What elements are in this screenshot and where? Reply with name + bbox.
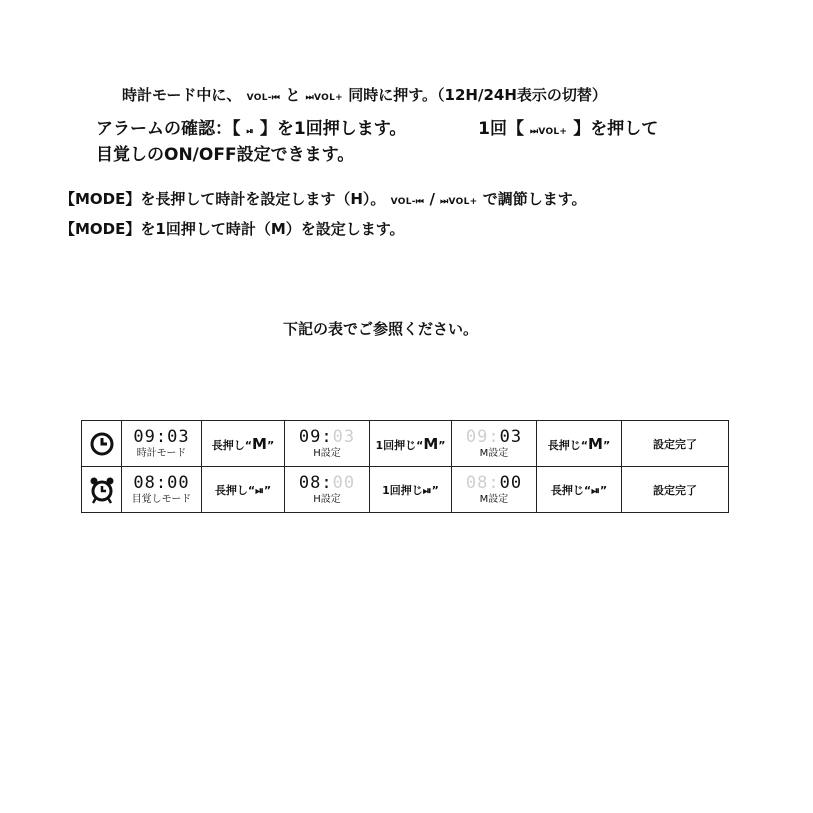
table-reference-note: 下記の表でご参照ください。 — [283, 320, 479, 338]
step-text: 長押し“ — [214, 483, 256, 497]
settings-table — [81, 420, 729, 513]
instruction-text: で調節します。 — [482, 190, 587, 208]
step-cell — [370, 467, 452, 513]
clock-icon — [89, 431, 115, 457]
instruction-alarm-onoff: 目覚しのON/OFF設定できます。 — [96, 145, 355, 165]
instruction-set-minute: 【MODE】を1回押して時計（M）を設定します。 — [60, 220, 405, 238]
instruction-text: / — [429, 190, 435, 208]
play-pause-key: ⏯ — [422, 483, 432, 497]
done-cell: 設定完了 — [622, 421, 729, 467]
vol-minus-key: VOL-⏮ — [390, 197, 425, 207]
icon-cell — [82, 421, 122, 467]
step-text: ” — [602, 438, 611, 452]
step-text: ” — [431, 483, 439, 497]
minute-setting-cell — [452, 467, 537, 513]
hour-label: H設定 — [313, 494, 341, 505]
instruction-12-24h — [122, 84, 607, 105]
vol-plus-key: ⏭VOL+ — [529, 127, 568, 137]
instruction-set-hour — [60, 188, 587, 209]
hour-setting-cell — [285, 467, 370, 513]
mode-cell — [122, 421, 202, 467]
hour-setting-cell — [285, 421, 370, 467]
step-text: 長押し“ — [211, 438, 253, 452]
step-text: 長押じ“ — [550, 483, 592, 497]
step-text: 1回押じ“ — [375, 438, 424, 452]
step-cell — [370, 421, 452, 467]
table-row — [82, 421, 729, 467]
hour-label: H設定 — [313, 448, 341, 459]
mode-time: 09:03 — [133, 427, 190, 447]
minute-label: M設定 — [479, 494, 509, 505]
mode-key: M — [588, 434, 603, 453]
step-cell — [537, 467, 622, 513]
hour-display: 08:00 — [298, 473, 356, 493]
icon-cell — [82, 467, 122, 513]
instruction-alarm-check — [96, 114, 658, 139]
instruction-text: 【MODE】を長押して時計を設定します（H）。 — [60, 190, 386, 208]
play-pause-key: ⏯ — [246, 127, 254, 137]
instruction-text: 】を1回押します。 — [259, 119, 407, 139]
instruction-text: と — [285, 86, 301, 104]
mode-key: M — [252, 434, 267, 453]
mode-key: M — [423, 434, 439, 453]
minute-display: 08:00 — [465, 473, 523, 493]
step-text: 1回押じ — [382, 483, 423, 497]
vol-plus-key: ⏭VOL+ — [440, 197, 478, 207]
done-cell: 設定完了 — [622, 467, 729, 513]
instruction-text: 1回【 — [478, 119, 525, 139]
play-pause-key: ⏯ — [591, 483, 600, 497]
minute-display: 09:03 — [465, 427, 523, 447]
step-text: ” — [266, 438, 275, 452]
play-pause-key: ⏯ — [255, 483, 264, 497]
step-cell — [202, 467, 285, 513]
mode-label: 時計モード — [136, 448, 187, 459]
step-text: ” — [599, 483, 608, 497]
step-text: ” — [438, 438, 446, 452]
table-row — [82, 467, 729, 513]
vol-minus-key: VOL-⏮ — [246, 93, 281, 103]
vol-plus-key: ⏭VOL+ — [305, 93, 343, 103]
instruction-text: 時計モード中に、 — [122, 86, 242, 104]
step-text: ” — [263, 483, 272, 497]
instruction-text: アラームの確認：【 — [96, 119, 241, 139]
hour-display: 09:03 — [298, 427, 356, 447]
alarm-clock-icon — [89, 476, 115, 504]
mode-cell — [122, 467, 202, 513]
step-cell — [202, 421, 285, 467]
minute-setting-cell — [452, 421, 537, 467]
instruction-text: 】を押して — [573, 119, 659, 139]
instruction-text: 同時に押す。（12H/24H表示の切替） — [348, 86, 607, 104]
mode-time: 08:00 — [133, 473, 190, 493]
mode-label: 目覚しモード — [131, 494, 192, 505]
minute-label: M設定 — [479, 448, 509, 459]
step-cell — [537, 421, 622, 467]
step-text: 長押じ“ — [547, 438, 589, 452]
